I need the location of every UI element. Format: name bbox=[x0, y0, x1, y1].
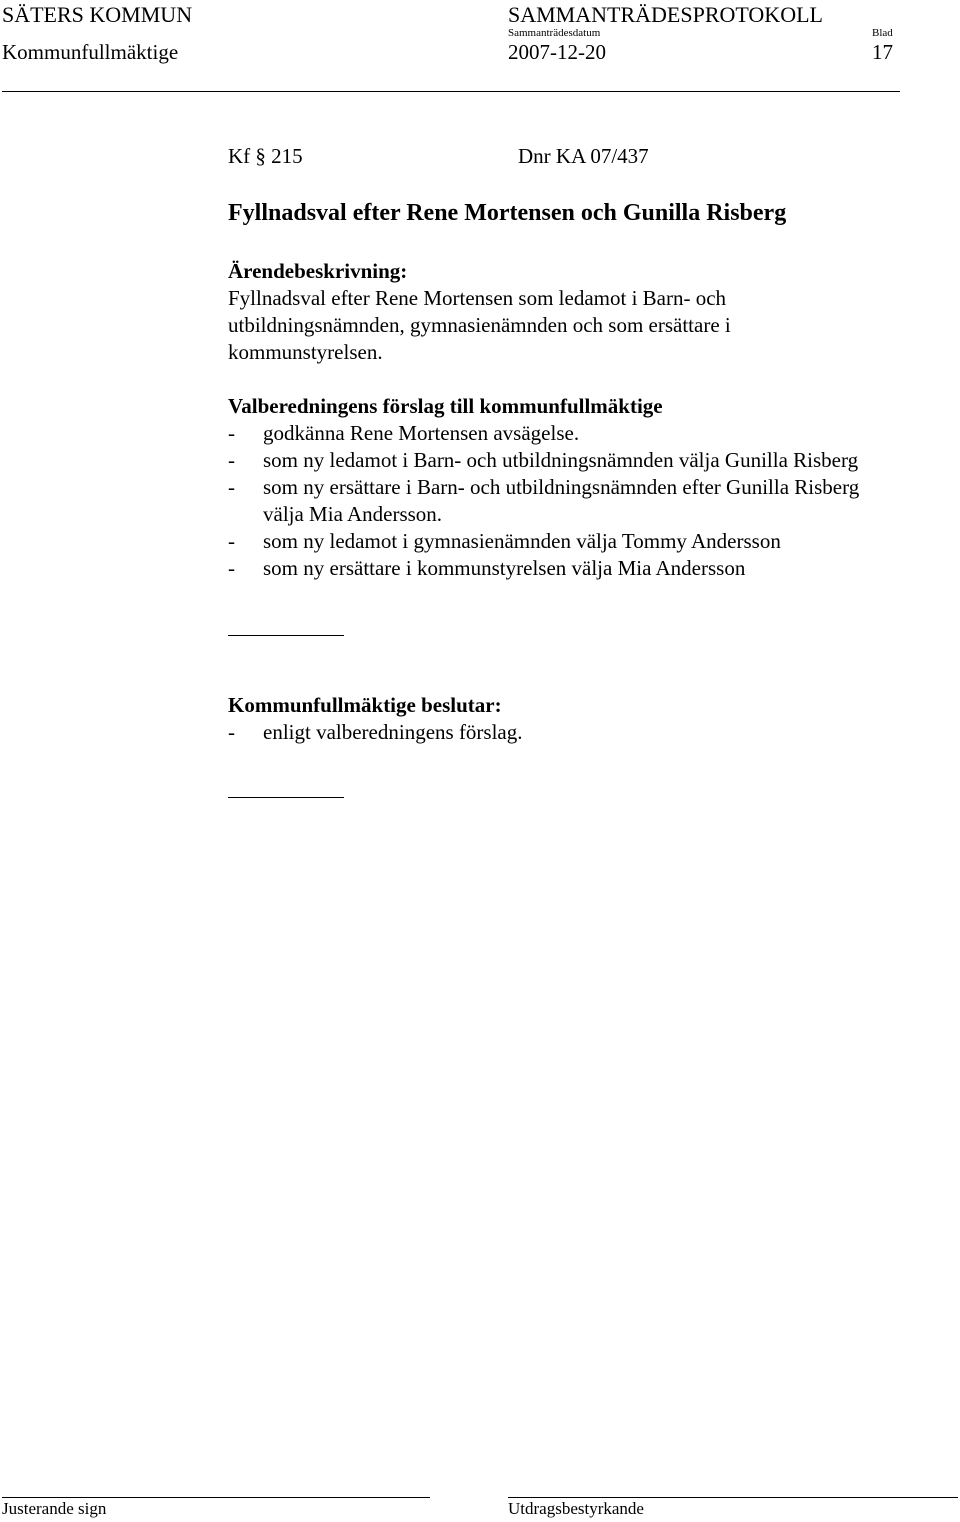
case-title: Fyllnadsval efter Rene Mortensen och Gunilla Risberg bbox=[228, 200, 787, 226]
date-label: Sammanträdesdatum bbox=[508, 27, 601, 39]
proposal-item bbox=[228, 420, 859, 447]
dash-bullet: - bbox=[228, 421, 235, 445]
dash-bullet: - bbox=[228, 475, 235, 499]
proposal-section bbox=[228, 393, 859, 582]
footer-divider-right bbox=[508, 1497, 958, 1498]
dash-bullet: - bbox=[228, 448, 235, 472]
proposal-item bbox=[228, 528, 859, 555]
dash-bullet: - bbox=[228, 556, 235, 580]
footer-certification-label: Utdragsbestyrkande bbox=[508, 1499, 644, 1518]
footer-signature-label: Justerande sign bbox=[2, 1499, 107, 1518]
description-section bbox=[228, 258, 731, 366]
description-line: Fyllnadsval efter Rene Mortensen som ledamot i Barn- och bbox=[228, 286, 727, 310]
description-heading: Ärendebeskrivning: bbox=[228, 259, 408, 283]
proposal-item-text: som ny ledamot i gymnasienämnden välja Tommy Andersson bbox=[263, 529, 781, 553]
page-label: Blad bbox=[872, 27, 893, 39]
dash-bullet: - bbox=[228, 720, 235, 744]
section-divider bbox=[228, 635, 344, 636]
description-line: utbildningsnämnden, gymnasienämnden och som ersättare i bbox=[228, 313, 731, 337]
proposal-item-text: som ny ersättare i kommunstyrelsen välja Mia Andersson bbox=[263, 556, 746, 580]
case-number: Kf § 215 bbox=[228, 144, 303, 168]
body-name: Kommunfullmäktige bbox=[2, 40, 179, 64]
header-divider bbox=[2, 91, 900, 92]
proposal-item-line: välja Mia Andersson. bbox=[263, 502, 443, 526]
case-dnr: Dnr KA 07/437 bbox=[518, 144, 649, 168]
proposal-item-line: som ny ersättare i Barn- och utbildningsnämnden efter Gunilla Risberg bbox=[263, 475, 860, 499]
meeting-date: 2007-12-20 bbox=[508, 40, 606, 64]
dash-bullet: - bbox=[228, 529, 235, 553]
proposal-item bbox=[228, 474, 859, 528]
section-divider bbox=[228, 797, 344, 798]
proposal-heading: Valberedningens förslag till kommunfullmäktige bbox=[228, 394, 663, 418]
document-type: SAMMANTRÄDESPROTOKOLL bbox=[508, 2, 823, 27]
decision-section bbox=[228, 692, 523, 746]
decision-item-text: enligt valberedningens förslag. bbox=[263, 720, 523, 744]
footer-divider-left bbox=[2, 1497, 430, 1498]
proposal-item-text bbox=[263, 474, 859, 528]
decision-heading: Kommunfullmäktige beslutar: bbox=[228, 693, 502, 717]
page-number: 17 bbox=[872, 40, 893, 64]
organization-name: SÄTERS KOMMUN bbox=[2, 2, 193, 27]
proposal-item-text: godkänna Rene Mortensen avsägelse. bbox=[263, 421, 580, 445]
description-line: kommunstyrelsen. bbox=[228, 340, 383, 364]
decision-item bbox=[228, 719, 523, 746]
proposal-item bbox=[228, 447, 859, 474]
proposal-item-text: som ny ledamot i Barn- och utbildningsnämnden välja Gunilla Risberg bbox=[263, 448, 859, 472]
proposal-item bbox=[228, 555, 859, 582]
